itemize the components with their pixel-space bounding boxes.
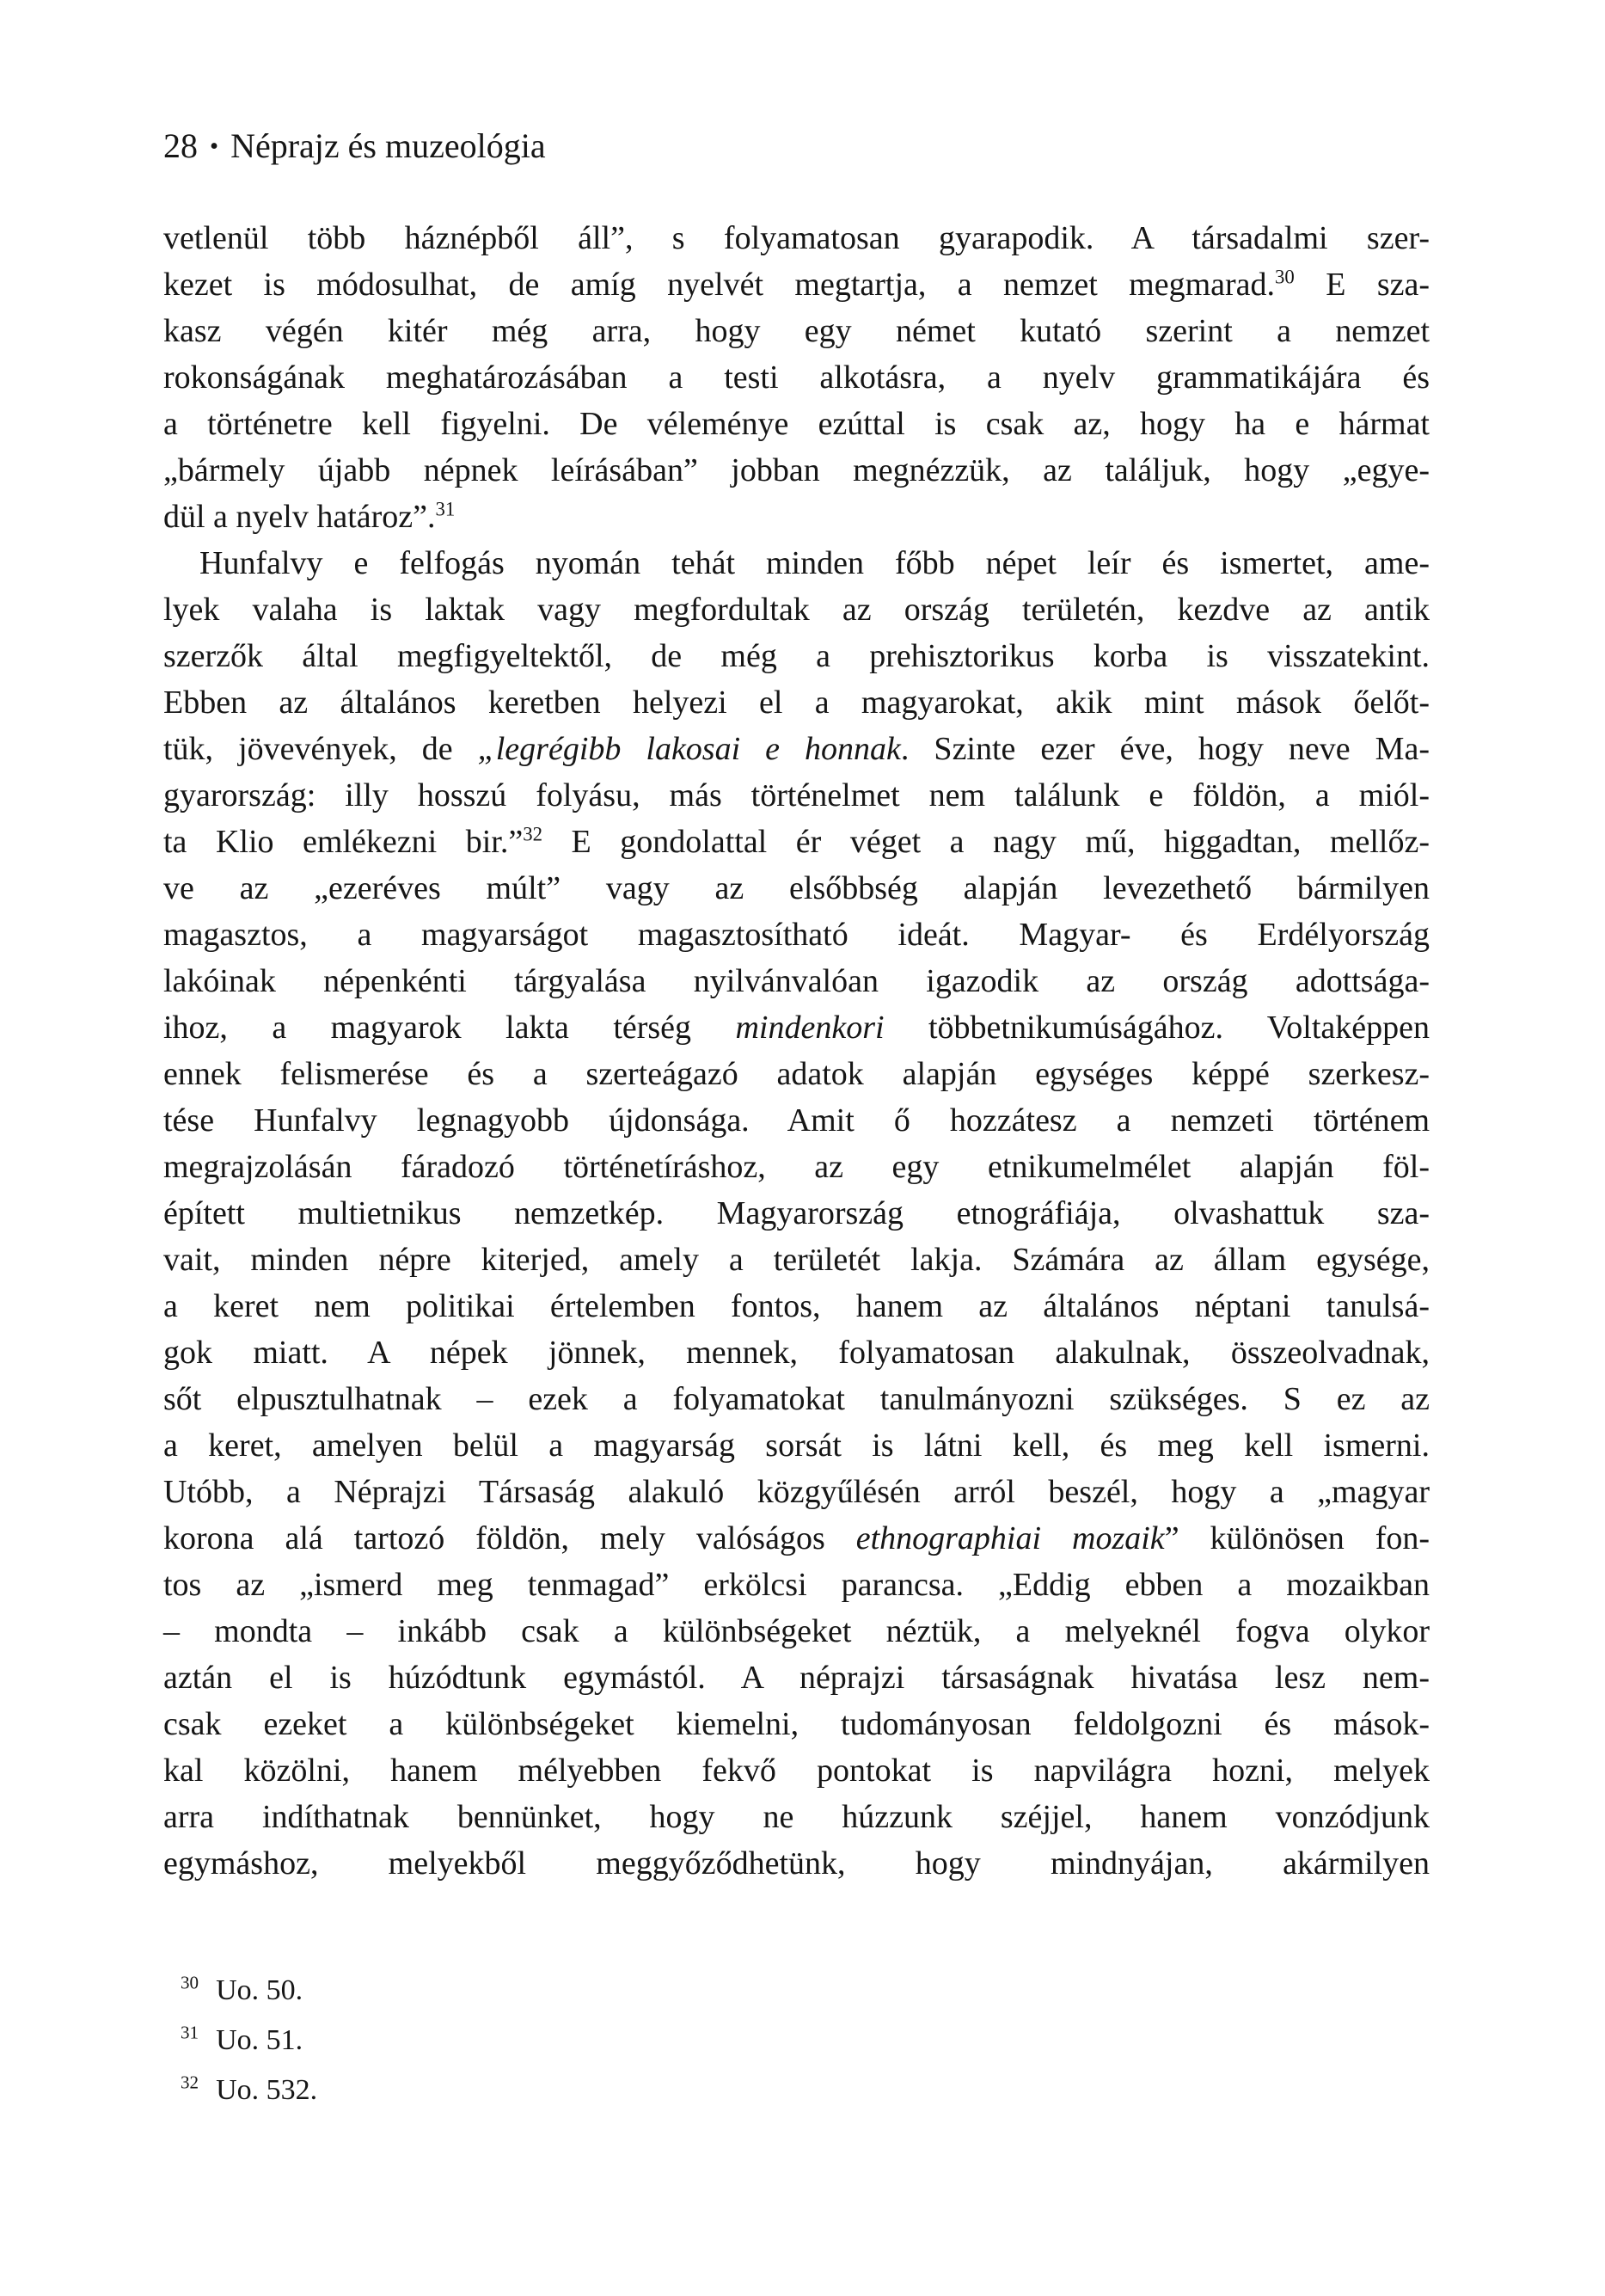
running-header	[163, 126, 546, 166]
text-segment: korona alá tartozó földön, mely valóságos	[163, 1520, 856, 1556]
text-line	[163, 261, 1430, 308]
text-line	[163, 1190, 1430, 1237]
footnote-item	[163, 2066, 1430, 2115]
text-segment: lakóinak népenkénti tárgyalása nyilvánvalóan igazodik az ország adottsága-	[163, 963, 1430, 999]
text-segment: vait, minden népre kiterjed, amely a területét lakja. Számára az állam egysége,	[163, 1242, 1430, 1278]
footnote-marker: 30	[181, 1972, 199, 1993]
text-line	[163, 1515, 1430, 1562]
text-segment: tük, jövevények, de	[163, 731, 478, 767]
text-line	[163, 586, 1430, 633]
text-segment: kezet is módosulhat, de amíg nyelvét megtartja, a nemzet megmarad.	[163, 267, 1276, 303]
text-line	[163, 772, 1430, 819]
text-segment: Ebben az általános keretben helyezi el a magyarokat, akik mint mások őelőt-	[163, 685, 1430, 721]
text-line	[163, 1144, 1430, 1190]
text-line	[163, 1329, 1430, 1376]
text-line	[163, 1283, 1430, 1329]
text-segment: aztán el is húzódtunk egymástól. A néprajzi társaságnak hivatása lesz nem-	[163, 1660, 1430, 1696]
text-segment: magasztos, a magyarságot magasztosítható ideát. Magyar- és Erdélyország	[163, 917, 1430, 953]
text-line	[163, 912, 1430, 958]
text-line	[163, 1469, 1430, 1515]
text-segment: E sza-	[1294, 267, 1430, 303]
text-segment: „legrégibb lakosai e honnak	[477, 731, 901, 767]
footnote-marker: 31	[181, 2022, 199, 2043]
text-line	[163, 679, 1430, 726]
text-line	[163, 354, 1430, 401]
bullet-separator-icon: •	[210, 132, 219, 160]
text-line	[163, 1562, 1430, 1608]
footnote-marker: 32	[181, 2072, 199, 2093]
text-line	[163, 1051, 1430, 1097]
text-segment: mindenkori	[735, 1010, 885, 1046]
text-segment: ethnographiai mozaik	[855, 1520, 1165, 1556]
text-line	[163, 494, 1430, 540]
text-segment: egymáshoz, melyekből meggyőződhetünk, hogy mindnyájan, akármilyen	[163, 1845, 1430, 1882]
text-segment: . Szinte ezer éve, hogy neve Ma-	[900, 731, 1430, 767]
text-segment: rokonságának meghatározásában a testi alkotásra, a nyelv grammatikájára és	[163, 359, 1430, 396]
text-segment: Utóbb, a Néprajzi Társaság alakuló közgyűlésén arról beszél, hogy a „magyar	[163, 1474, 1430, 1510]
text-segment: vetlenül több háznépből áll”, s folyamatosan gyarapodik. A társadalmi szer-	[163, 220, 1430, 256]
text-line	[163, 633, 1430, 679]
text-line	[163, 865, 1430, 912]
text-line	[163, 1004, 1430, 1051]
page-number: 28	[163, 126, 198, 165]
footnote-text: Uo. 51.	[216, 2024, 303, 2056]
footnote-item	[163, 2016, 1430, 2066]
text-line	[163, 1794, 1430, 1840]
text-segment: a keret nem politikai értelemben fontos, hanem az általános néptani tanulsá-	[163, 1288, 1430, 1324]
text-segment: ta Klio emlékezni bir.”	[163, 824, 524, 860]
text-segment: tos az „ismerd meg tenmagad” erkölcsi parancsa. „Eddig ebben a mozaikban	[163, 1567, 1430, 1603]
text-segment: lyek valaha is laktak vagy megfordultak az ország területén, kezdve az antik	[163, 592, 1430, 628]
text-line	[163, 447, 1430, 494]
text-segment: ” különösen fon-	[1164, 1520, 1430, 1556]
text-line	[163, 958, 1430, 1004]
footnote-text: Uo. 50.	[216, 1974, 303, 2006]
footnotes	[163, 1966, 1430, 2115]
text-segment: „bármely újabb népnek leírásában” jobban megnézzük, az találjuk, hogy „egye-	[163, 452, 1430, 488]
text-segment: megrajzolásán fáradozó történetíráshoz, az egy etnikumelmélet alapján föl-	[163, 1149, 1430, 1185]
text-line	[163, 726, 1430, 772]
text-segment: ennek felismerése és a szerteágazó adatok alapján egységes képpé szerkesz-	[163, 1056, 1430, 1092]
text-line	[163, 1747, 1430, 1794]
page-title: Néprajz és muzeológia	[230, 126, 546, 165]
text-segment: tése Hunfalvy legnagyobb újdonsága. Amit ő hozzátesz a nemzeti történem	[163, 1102, 1430, 1139]
text-line	[163, 1097, 1430, 1144]
text-segment: – mondta – inkább csak a különbségeket néztük, a melyeknél fogva olykor	[163, 1613, 1430, 1649]
text-segment: a keret, amelyen belül a magyarság sorsát is látni kell, és meg kell ismerni.	[163, 1427, 1430, 1464]
text-segment: kal közölni, hanem mélyebben fekvő pontokat is napvilágra hozni, melyek	[163, 1753, 1430, 1789]
text-segment: többetnikumúságához. Voltaképpen	[884, 1010, 1430, 1046]
text-segment: csak ezeket a különbségeket kiemelni, tudományosan feldolgozni és mások-	[163, 1706, 1430, 1742]
text-line	[163, 1237, 1430, 1283]
text-block	[163, 215, 1430, 1887]
footnote-item	[163, 1966, 1430, 2016]
text-line	[163, 1654, 1430, 1701]
text-line	[163, 1840, 1430, 1887]
footnote-ref: 31	[435, 498, 456, 520]
footnote-ref: 32	[523, 823, 542, 845]
text-segment: épített multietnikus nemzetkép. Magyarország etnográfiája, olvashattuk sza-	[163, 1195, 1430, 1231]
text-line	[163, 1701, 1430, 1747]
text-segment: ve az „ezeréves múlt” vagy az elsőbbség alapján levezethető bármilyen	[163, 870, 1430, 906]
text-segment: gok miatt. A népek jönnek, mennek, folyamatosan alakulnak, összeolvadnak,	[163, 1335, 1430, 1371]
text-segment: gyarország: illy hosszú folyásu, más történelmet nem találunk e földön, a miól-	[163, 777, 1430, 813]
text-segment: dül a nyelv határoz”.	[163, 499, 436, 535]
footnote-text: Uo. 532.	[216, 2074, 318, 2106]
text-segment: arra indíthatnak bennünket, hogy ne húzzunk széjjel, hanem vonzódjunk	[163, 1799, 1430, 1835]
text-segment: sőt elpusztulhatnak – ezek a folyamatokat tanulmányozni szükséges. S ez az	[163, 1381, 1430, 1417]
text-line	[163, 1422, 1430, 1469]
text-segment: Hunfalvy e felfogás nyomán tehát minden főbb népet leír és ismertet, ame-	[199, 545, 1430, 581]
text-segment: a történetre kell figyelni. De véleménye ezúttal is csak az, hogy ha e hármat	[163, 406, 1430, 442]
text-segment: E gondolattal ér véget a nagy mű, higgadtan, mellőz-	[542, 824, 1430, 860]
text-line	[163, 1376, 1430, 1422]
text-line	[163, 401, 1430, 447]
text-line	[163, 1608, 1430, 1654]
footnote-ref: 30	[1275, 266, 1295, 288]
text-segment: kasz végén kitér még arra, hogy egy német kutató szerint a nemzet	[163, 313, 1430, 349]
text-line	[163, 819, 1430, 865]
text-segment: szerzők által megfigyeltektől, de még a prehisztorikus korba is visszatekint.	[163, 638, 1430, 674]
text-line	[163, 215, 1430, 261]
text-line	[163, 308, 1430, 354]
text-line	[163, 540, 1430, 586]
text-segment: ihoz, a magyarok lakta térség	[163, 1010, 736, 1046]
